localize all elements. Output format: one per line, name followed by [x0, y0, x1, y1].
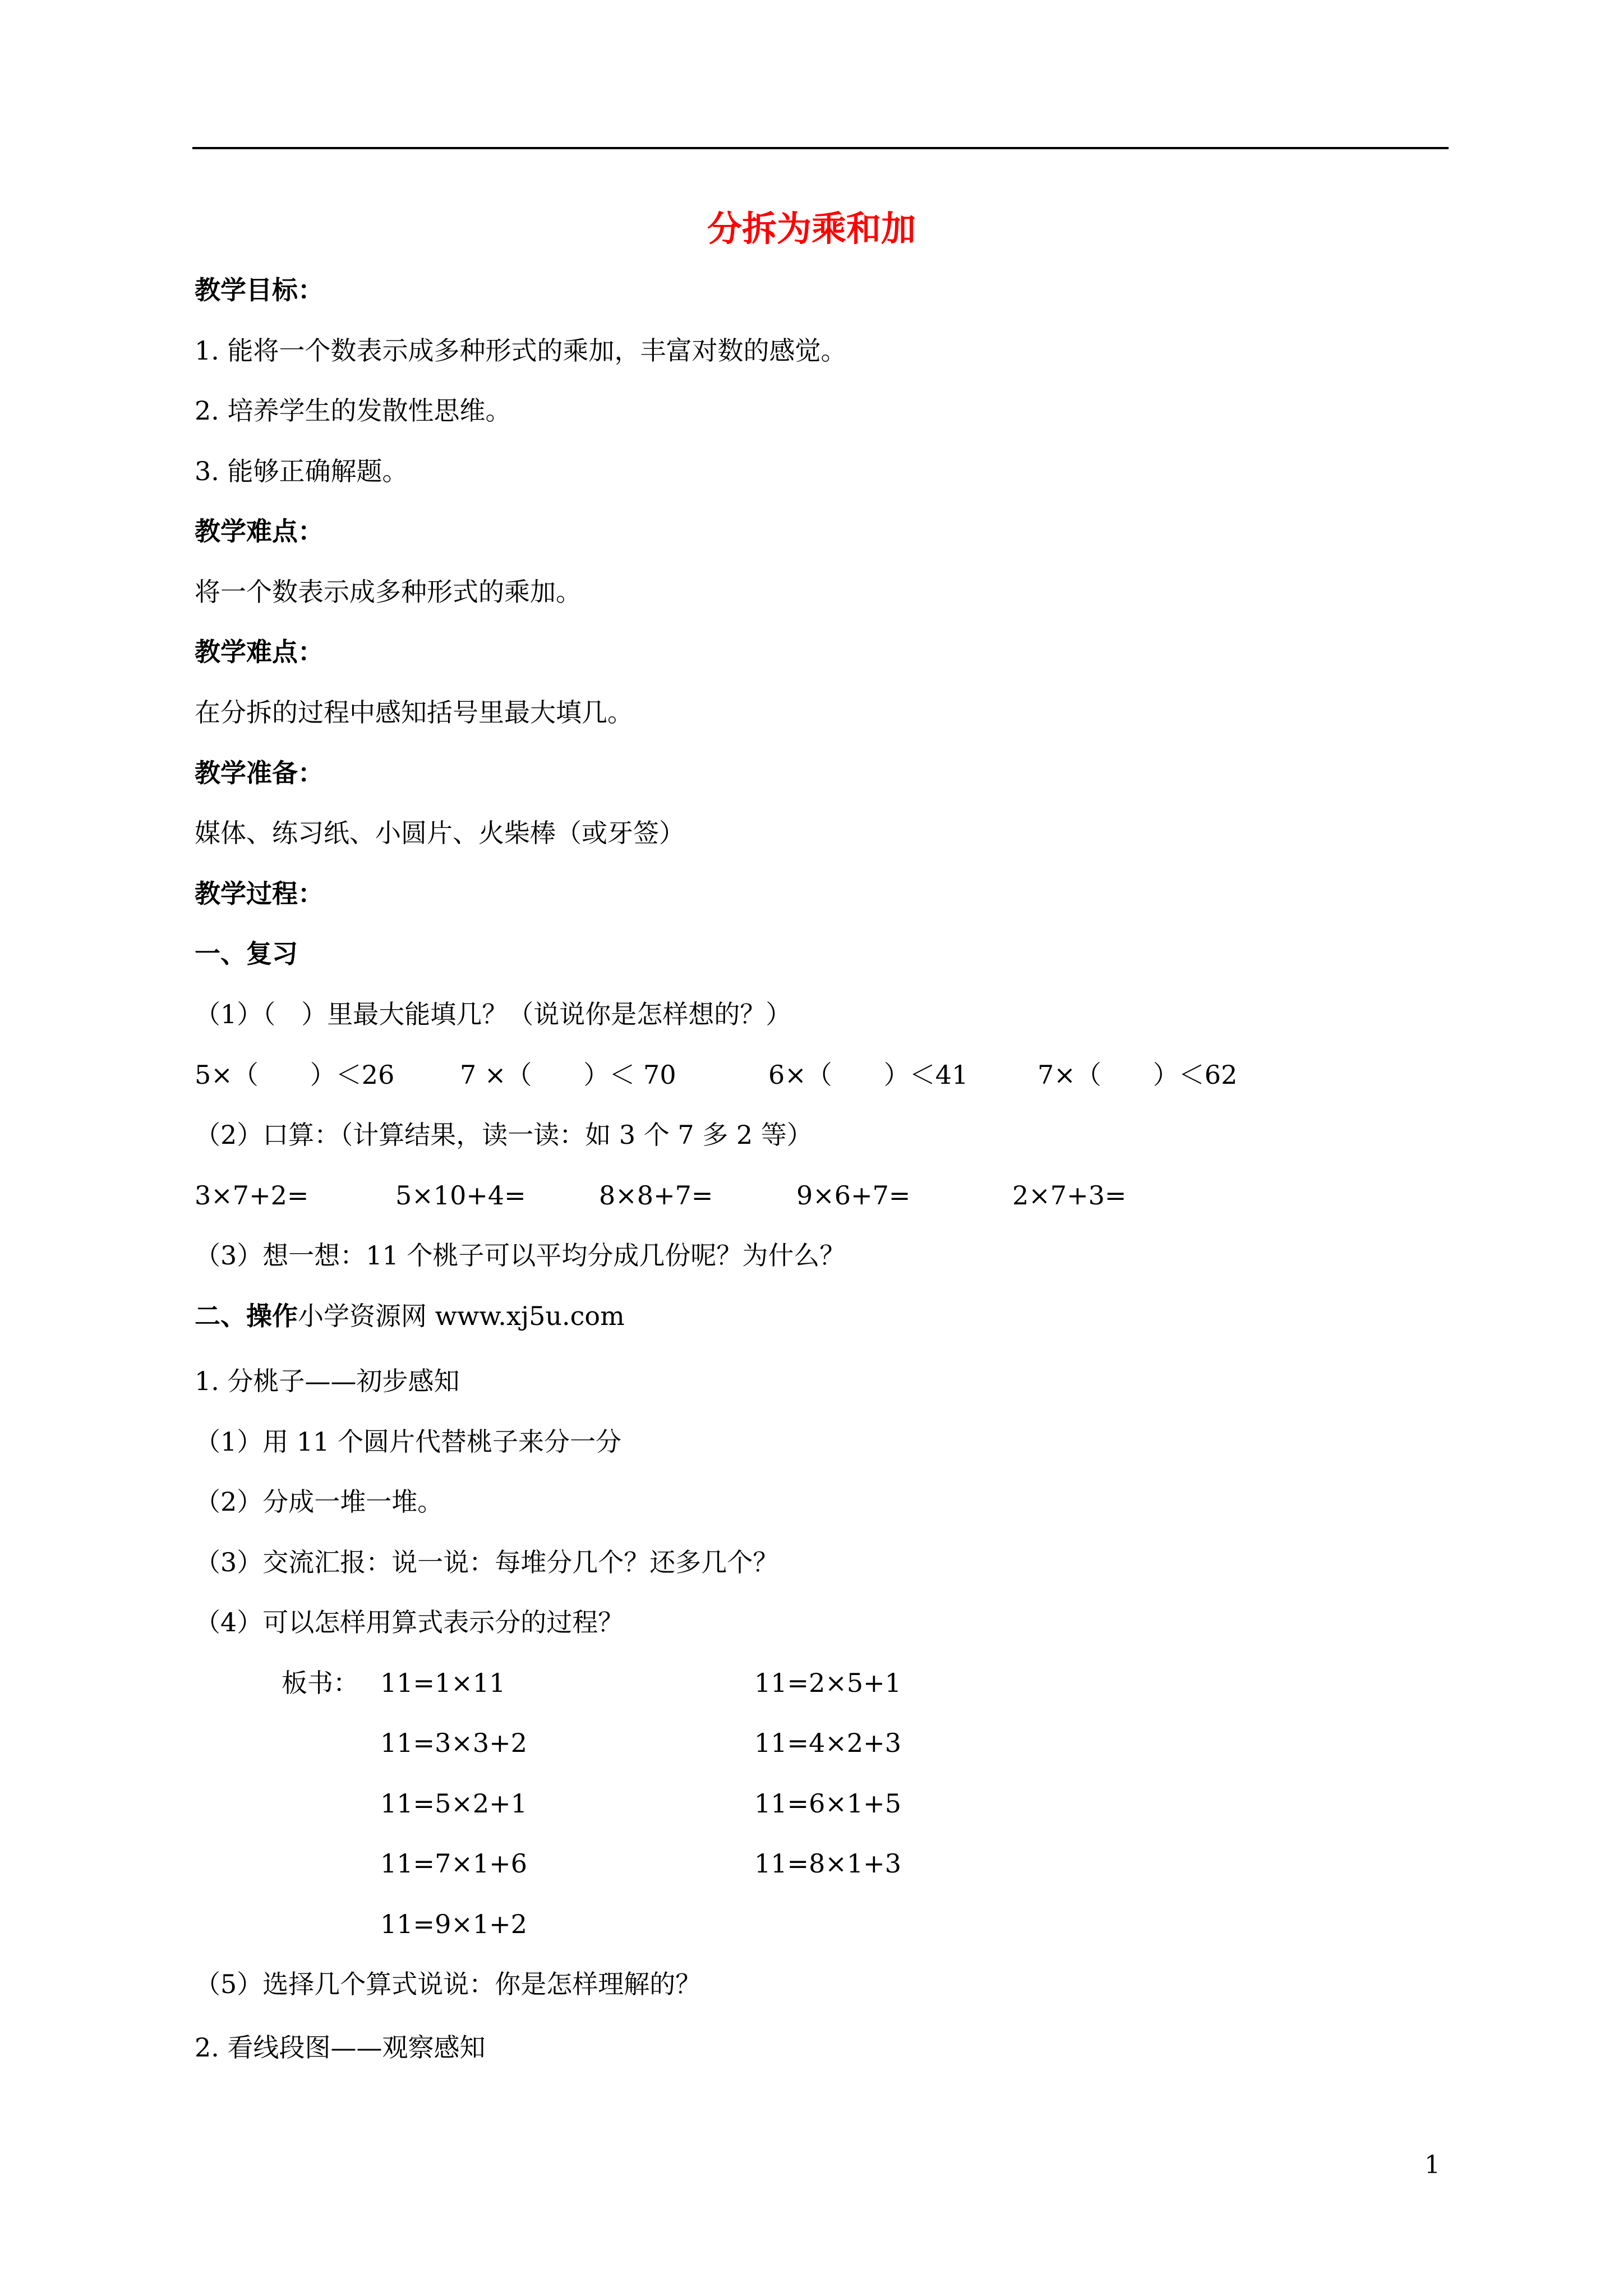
step-1-b: （2）分成一堆一堆。: [195, 1487, 444, 1517]
board-equation: 11=3×3+2: [380, 1728, 527, 1758]
difficulty-1: 将一个数表示成多种形式的乘加。: [195, 577, 582, 607]
goals-heading: 教学目标：: [195, 275, 324, 305]
board-equation: 11=5×2+1: [380, 1788, 527, 1819]
step-2: 2. 看线段图——观察感知: [195, 2032, 486, 2063]
part2-heading: 二、操作: [195, 1301, 298, 1331]
mental-math-item: 3×7+2=: [195, 1180, 309, 1211]
mental-math-item: 2×7+3=: [1012, 1180, 1127, 1211]
inequality-item: 7 ×（ ）＜ 70: [460, 1060, 676, 1090]
document-title: 分拆为乘和加: [707, 208, 916, 249]
board-equation: 11=9×1+2: [380, 1909, 527, 1939]
part2-heading-line: [195, 1299, 625, 1333]
board-equation: 11=2×5+1: [754, 1668, 901, 1698]
board-equation: 11=8×1+3: [754, 1848, 901, 1879]
board-equation: 11=1×11: [380, 1668, 506, 1698]
inequality-item: 6×（ ）＜41: [768, 1060, 969, 1090]
process-heading: 教学过程：: [195, 878, 324, 909]
board-equation: 11=4×2+3: [754, 1728, 901, 1758]
question-2: （2）口算：（计算结果，读一读：如 3 个 7 多 2 等）: [195, 1120, 813, 1150]
header-rule: [192, 147, 1449, 149]
prep-heading: 教学准备：: [195, 758, 324, 788]
question-3: （3）想一想：11 个桃子可以平均分成几份呢？为什么？: [195, 1240, 846, 1271]
board-label: 板书：: [282, 1668, 359, 1698]
inequality-item: 5×（ ）＜26: [195, 1060, 395, 1090]
difficulty-heading-1: 教学难点：: [195, 516, 324, 546]
page-number: 1: [1424, 2151, 1440, 2179]
step-1-a: （1）用 11 个圆片代替桃子来分一分: [195, 1427, 622, 1457]
difficulty-heading-2: 教学难点：: [195, 637, 324, 667]
goal-2: 2. 培养学生的发散性思维。: [195, 395, 511, 426]
mental-math-item: 8×8+7=: [599, 1180, 713, 1211]
goal-3: 3. 能够正确解题。: [195, 456, 408, 486]
mental-math-item: 9×6+7=: [796, 1180, 911, 1211]
question-1: （1）（ ）里最大能填几？（说说你是怎样想的？）: [195, 999, 792, 1029]
step-1-c: （3）交流汇报：说一说：每堆分几个？还多几个？: [195, 1547, 779, 1577]
step-1-d: （4）可以怎样用算式表示分的过程？: [195, 1607, 624, 1637]
goal-1: 1. 能将一个数表示成多种形式的乘加，丰富对数的感觉。: [195, 335, 847, 366]
step-1: 1. 分桃子——初步感知: [195, 1366, 460, 1396]
board-equation: 11=6×1+5: [754, 1788, 901, 1819]
part1-heading: 一、复习: [195, 938, 298, 969]
part2-heading-suffix: 小学资源网 www.xj5u.com: [298, 1301, 625, 1331]
step-1-e: （5）选择几个算式说说：你是怎样理解的？: [195, 1969, 702, 1999]
mental-math-item: 5×10+4=: [395, 1180, 526, 1211]
prep-materials: 媒体、练习纸、小圆片、火柴棒（或牙签）: [195, 818, 685, 848]
board-equation: 11=7×1+6: [380, 1848, 527, 1879]
difficulty-2: 在分拆的过程中感知括号里最大填几。: [195, 697, 633, 728]
inequality-item: 7×（ ）＜62: [1038, 1060, 1238, 1090]
